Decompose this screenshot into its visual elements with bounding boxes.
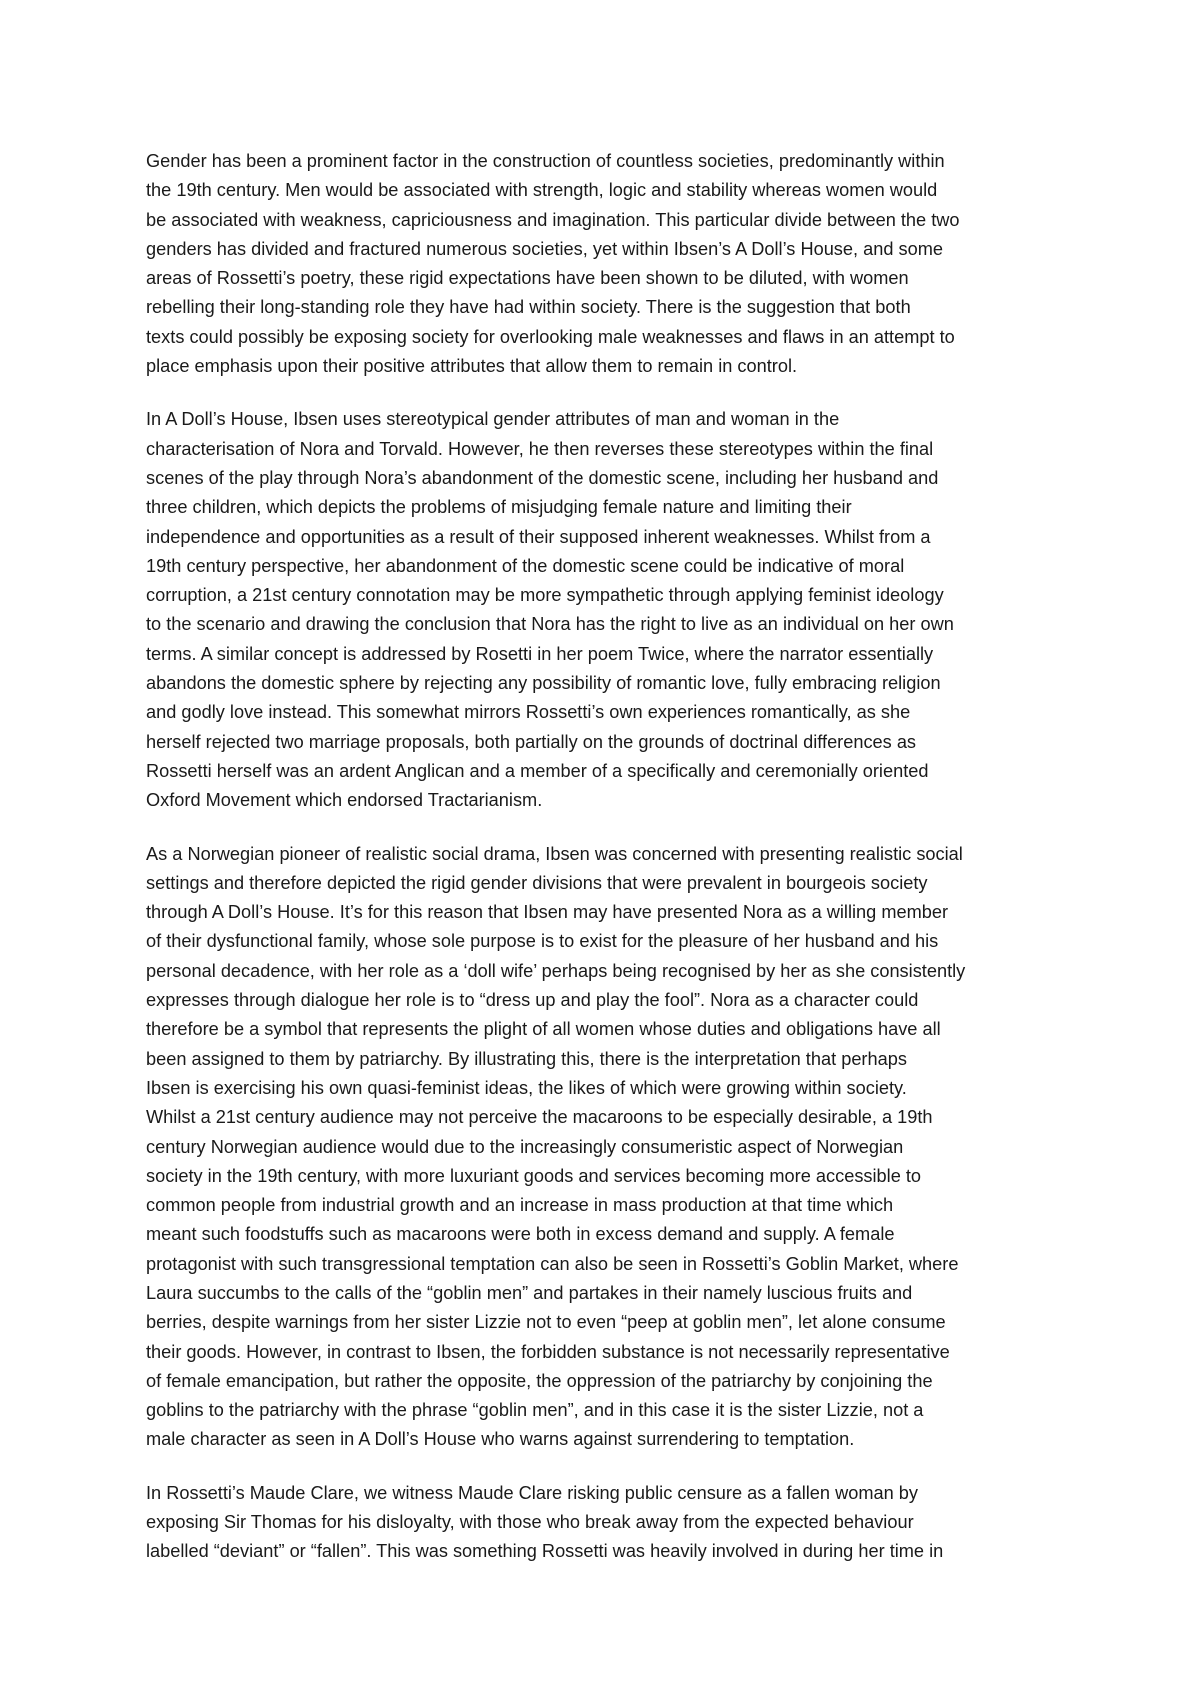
- text-line: and godly love instead. This somewhat mirrors Rossetti’s own experiences romantically, as she: [146, 702, 911, 723]
- text-line: settings and therefore depicted the rigid gender divisions that were prevalent in bourgeois society: [146, 872, 928, 893]
- text-line: their goods. However, in contrast to Ibsen, the forbidden substance is not necessarily representative: [146, 1341, 950, 1362]
- text-line: protagonist with such transgressional temptation can also be seen in Rossetti’s Goblin Market, where: [146, 1253, 959, 1274]
- text-line: male character as seen in A Doll’s House who warns against surrendering to temptation.: [146, 1429, 855, 1450]
- text-line: abandons the domestic sphere by rejecting any possibility of romantic love, fully embracing religion: [146, 673, 941, 694]
- text-line: been assigned to them by patriarchy. By illustrating this, there is the interpretation that perhaps: [146, 1048, 907, 1069]
- text-line: exposing Sir Thomas for his disloyalty, with those who break away from the expected behaviour: [146, 1512, 914, 1533]
- text-line: Oxford Movement which endorsed Tractarianism.: [146, 790, 543, 811]
- text-line: common people from industrial growth and an increase in mass production at that time which: [146, 1195, 894, 1216]
- paragraph-intro: [146, 147, 1062, 381]
- text-line: century Norwegian audience would due to the increasingly consumeristic aspect of Norwegian: [146, 1136, 904, 1157]
- text-line: to the scenario and drawing the conclusion that Nora has the right to live as an individual on her own: [146, 614, 954, 635]
- text-line: three children, which depicts the problems of misjudging female nature and limiting their: [146, 497, 852, 518]
- text-line: rebelling their long-standing role they have had within society. There is the suggestion that both: [146, 297, 911, 318]
- text-line: texts could possibly be exposing society for overlooking male weaknesses and flaws in an attempt to: [146, 326, 955, 347]
- paragraph-dolls-house: [146, 405, 1062, 815]
- paragraph-norwegian-pioneer: [146, 840, 1062, 1455]
- text-line: Gender has been a prominent factor in the construction of countless societies, predominantly within: [146, 151, 945, 171]
- text-line: berries, despite warnings from her sister Lizzie not to even “peep at goblin men”, let alone consume: [146, 1312, 946, 1333]
- text-line: scenes of the play through Nora’s abandonment of the domestic scene, including her husband and: [146, 467, 939, 488]
- text-line: characterisation of Nora and Torvald. However, he then reverses these stereotypes within the final: [146, 438, 934, 459]
- text-line: therefore be a symbol that represents the plight of all women whose duties and obligations have all: [146, 1019, 941, 1040]
- text-line: society in the 19th century, with more luxuriant goods and services becoming more accessible to: [146, 1165, 922, 1186]
- text-line: genders has divided and fractured numerous societies, yet within Ibsen’s A Doll’s House, and some: [146, 238, 943, 259]
- text-line: Rossetti herself was an ardent Anglican and a member of a specifically and ceremonially oriented: [146, 760, 929, 781]
- paragraph-maude-clare: [146, 1479, 1062, 1567]
- text-line: goblins to the patriarchy with the phrase “goblin men”, and in this case it is the sister Lizzie, not a: [146, 1400, 924, 1421]
- text-line: personal decadence, with her role as a ‘doll wife’ perhaps being recognised by her as she consistently: [146, 960, 966, 981]
- essay-body: [146, 147, 1062, 1591]
- text-line: of their dysfunctional family, whose sole purpose is to exist for the pleasure of her husband and his: [146, 931, 939, 952]
- text-line: the 19th century. Men would be associated with strength, logic and stability whereas women would: [146, 180, 938, 201]
- text-line: independence and opportunities as a result of their supposed inherent weaknesses. Whilst from a: [146, 526, 931, 547]
- text-line: herself rejected two marriage proposals, both partially on the grounds of doctrinal differences as: [146, 731, 917, 752]
- text-line: be associated with weakness, capriciousness and imagination. This particular divide between the two: [146, 209, 960, 230]
- text-line: Ibsen is exercising his own quasi-feminist ideas, the likes of which were growing within society.: [146, 1077, 907, 1098]
- text-line: labelled “deviant” or “fallen”. This was something Rossetti was heavily involved in during her time in: [146, 1541, 944, 1562]
- text-line: corruption, a 21st century connotation may be more sympathetic through applying feminist ideology: [146, 585, 944, 606]
- text-line: place emphasis upon their positive attributes that allow them to remain in control.: [146, 356, 798, 377]
- text-line: areas of Rossetti’s poetry, these rigid expectations have been shown to be diluted, with women: [146, 268, 909, 289]
- text-line: through A Doll’s House. It’s for this reason that Ibsen may have presented Nora as a willing member: [146, 902, 949, 923]
- text-line: of female emancipation, but rather the opposite, the oppression of the patriarchy by conjoining the: [146, 1370, 933, 1391]
- text-line: meant such foodstuffs such as macaroons were both in excess demand and supply. A female: [146, 1224, 895, 1245]
- text-line: As a Norwegian pioneer of realistic social drama, Ibsen was concerned with presenting realistic social: [146, 843, 963, 864]
- text-line: terms. A similar concept is addressed by Rosetti in her poem Twice, where the narrator essentially: [146, 643, 934, 664]
- text-line: Whilst a 21st century audience may not perceive the macaroons to be especially desirable, a 19th: [146, 1107, 933, 1128]
- text-line: In Rossetti’s Maude Clare, we witness Maude Clare risking public censure as a fallen woman by: [146, 1482, 918, 1503]
- text-line: 19th century perspective, her abandonment of the domestic scene could be indicative of moral: [146, 555, 905, 576]
- text-line: In A Doll’s House, Ibsen uses stereotypical gender attributes of man and woman in the: [146, 409, 840, 430]
- text-line: Laura succumbs to the calls of the “goblin men” and partakes in their namely luscious fruits and: [146, 1282, 913, 1303]
- text-line: expresses through dialogue her role is to “dress up and play the fool”. Nora as a character could: [146, 990, 919, 1011]
